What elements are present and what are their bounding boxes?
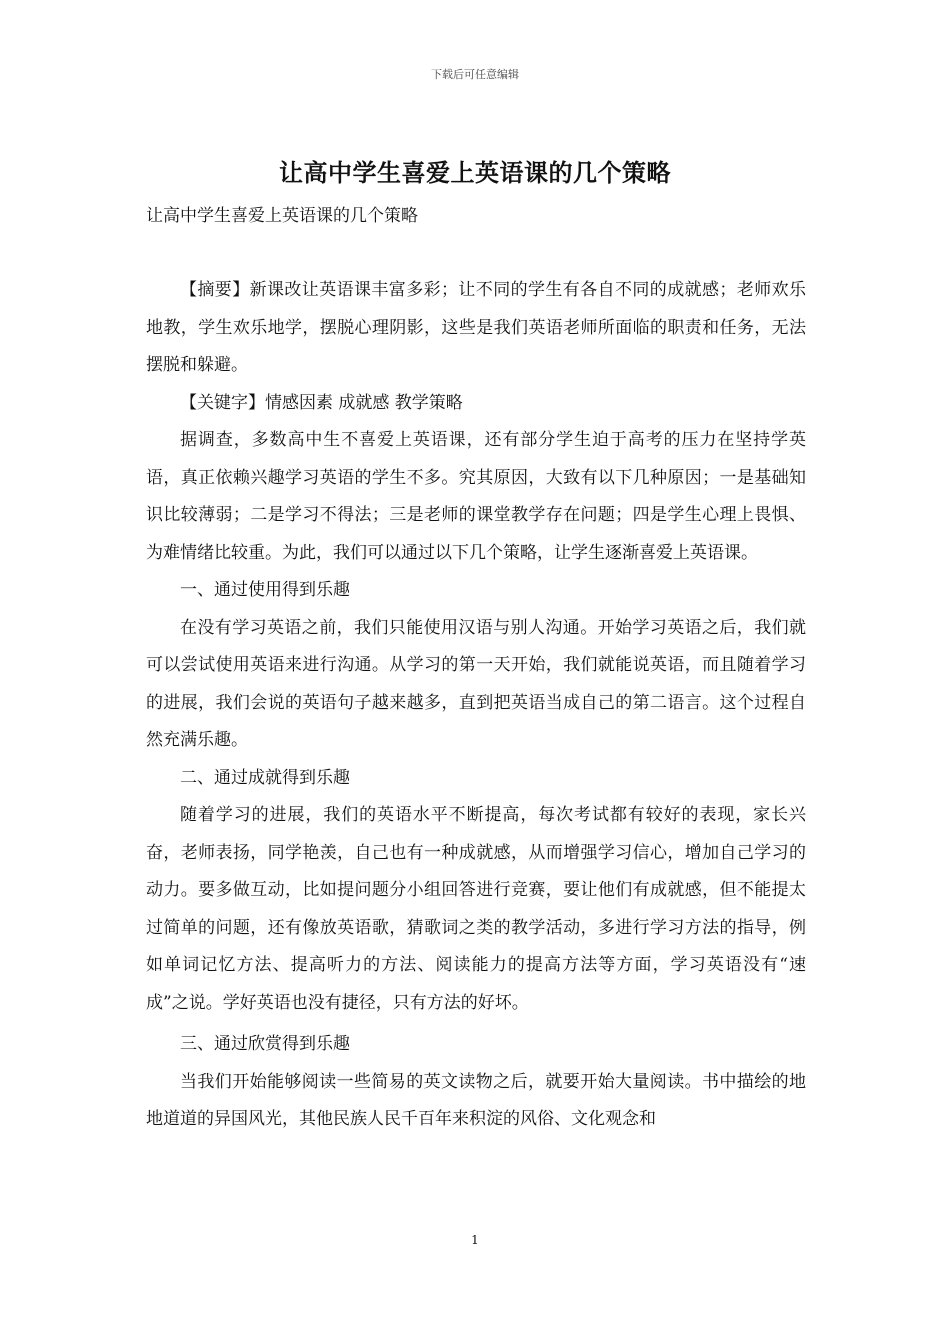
- keywords-paragraph: 【关键字】情感因素 成就感 教学策略: [180, 392, 463, 413]
- section-heading-3: 三、通过欣赏得到乐趣: [180, 1034, 350, 1054]
- document-body: [146, 272, 806, 1139]
- section-paragraph-2: 随着学习的进展，我们的英语水平不断提高，每次考试都有较好的表现，家长兴奋，老师表扬，同学艳羡，自己也有一种成就感，从而增强学习信心，增加自己学习的动力。要多做互动，比如提问题分小组回答进行竞赛，要让他们有成就感，但不能提太过简单的问题，还有像放英语歌，猜歌词之类的教学活动，多进行学习方法的指导，例如单词记忆方法、提高听力的方法、阅读能力的提高方法等方面，学习英语没有“速成”之说。学好英语也没有捷径，只有方法的好坏。: [146, 805, 806, 1013]
- intro-paragraph: 据调查，多数高中生不喜爱上英语课，还有部分学生迫于高考的压力在坚持学英语，真正依赖兴趣学习英语的学生不多。究其原因，大致有以下几种原因；一是基础知识比较薄弱；二是学习不得法；三是老师的课堂教学存在问题；四是学生心理上畏惧、为难情绪比较重。为此，我们可以通过以下几个策略，让学生逐渐喜爱上英语课。: [146, 430, 806, 563]
- page-header: 下载后可任意编辑: [431, 68, 519, 81]
- section-heading-1: 一、通过使用得到乐趣: [180, 580, 350, 600]
- section-paragraph-3: 当我们开始能够阅读一些简易的英文读物之后，就要开始大量阅读。书中描绘的地地道道的异国风光，其他民族人民千百年来积淀的风俗、文化观念和: [146, 1071, 806, 1129]
- section-heading-2: 二、通过成就得到乐趣: [180, 767, 350, 788]
- abstract-paragraph: 【摘要】新课改让英语课丰富多彩；让不同的学生有各自不同的成就感；老师欢乐地教，学生欢乐地学，摆脱心理阴影，这些是我们英语老师所面临的职责和任务，无法摆脱和躲避。: [146, 280, 806, 375]
- document-subtitle: 让高中学生喜爱上英语课的几个策略: [146, 206, 418, 226]
- section-paragraph-1: 在没有学习英语之前，我们只能使用汉语与别人沟通。开始学习英语之后，我们就可以尝试使用英语来进行沟通。从学习的第一天开始，我们就能说英语，而且随着学习的进展，我们会说的英语句子越来越多，直到把英语当成自己的第二语言。这个过程自然充满乐趣。: [146, 617, 806, 750]
- page-number: 1: [471, 1233, 479, 1247]
- document-title: 让高中学生喜爱上英语课的几个策略: [279, 158, 671, 187]
